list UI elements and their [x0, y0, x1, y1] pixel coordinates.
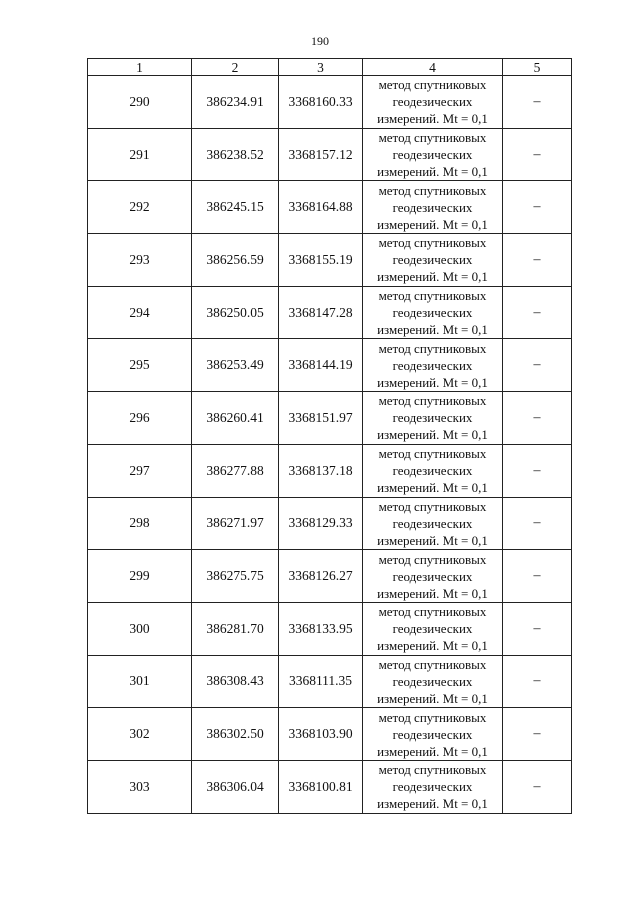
note-cell: –: [503, 392, 572, 445]
method-line: измерений. Mt = 0,1: [377, 743, 488, 759]
method-line: геодезических: [392, 463, 473, 479]
note-cell: –: [503, 497, 572, 550]
method-cell: [363, 128, 503, 181]
table-row: [88, 550, 572, 603]
method-line: геодезических: [392, 305, 473, 321]
note-cell: –: [503, 550, 572, 603]
column-header-5: 5: [503, 59, 572, 76]
method-line: геодезических: [392, 147, 473, 163]
note-cell: –: [503, 602, 572, 655]
method-line: метод спутниковых: [378, 762, 487, 778]
table-row: [88, 602, 572, 655]
table-row: [88, 286, 572, 339]
method-line: метод спутниковых: [378, 130, 487, 146]
y-coordinate-cell: 3368103.90: [279, 708, 363, 761]
method-cell: [363, 760, 503, 813]
x-coordinate-cell: 386238.52: [192, 128, 279, 181]
y-coordinate-cell: 3368151.97: [279, 392, 363, 445]
method-line: геодезических: [392, 568, 473, 584]
note-cell: –: [503, 708, 572, 761]
note-cell: –: [503, 234, 572, 287]
point-number-cell: 298: [88, 497, 192, 550]
point-number-cell: 291: [88, 128, 192, 181]
method-line: измерений. Mt = 0,1: [377, 638, 488, 654]
method-line: измерений. Mt = 0,1: [377, 111, 488, 127]
method-line: геодезических: [392, 94, 473, 110]
y-coordinate-cell: 3368100.81: [279, 760, 363, 813]
x-coordinate-cell: 386275.75: [192, 550, 279, 603]
method-line: геодезических: [392, 673, 473, 689]
point-number-cell: 296: [88, 392, 192, 445]
y-coordinate-cell: 3368133.95: [279, 602, 363, 655]
method-cell: [363, 444, 503, 497]
method-line: измерений. Mt = 0,1: [377, 427, 488, 443]
x-coordinate-cell: 386277.88: [192, 444, 279, 497]
method-line: измерений. Mt = 0,1: [377, 532, 488, 548]
method-line: геодезических: [392, 410, 473, 426]
y-coordinate-cell: 3368137.18: [279, 444, 363, 497]
x-coordinate-cell: 386308.43: [192, 655, 279, 708]
x-coordinate-cell: 386253.49: [192, 339, 279, 392]
note-cell: –: [503, 181, 572, 234]
point-number-cell: 292: [88, 181, 192, 234]
method-line: измерений. Mt = 0,1: [377, 164, 488, 180]
table-body: [88, 76, 572, 814]
x-coordinate-cell: 386250.05: [192, 286, 279, 339]
method-line: измерений. Mt = 0,1: [377, 690, 488, 706]
method-line: геодезических: [392, 621, 473, 637]
point-number-cell: 294: [88, 286, 192, 339]
x-coordinate-cell: 386281.70: [192, 602, 279, 655]
point-number-cell: 299: [88, 550, 192, 603]
method-cell: [363, 339, 503, 392]
table-row: [88, 76, 572, 129]
method-line: метод спутниковых: [378, 288, 487, 304]
method-line: измерений. Mt = 0,1: [377, 796, 488, 812]
note-cell: –: [503, 339, 572, 392]
y-coordinate-cell: 3368147.28: [279, 286, 363, 339]
method-line: метод спутниковых: [378, 604, 487, 620]
y-coordinate-cell: 3368160.33: [279, 76, 363, 129]
method-cell: [363, 76, 503, 129]
method-line: метод спутниковых: [378, 498, 487, 514]
table-row: [88, 760, 572, 813]
column-header-4: 4: [363, 59, 503, 76]
method-cell: [363, 550, 503, 603]
point-number-cell: 300: [88, 602, 192, 655]
y-coordinate-cell: 3368129.33: [279, 497, 363, 550]
table-row: [88, 708, 572, 761]
method-line: метод спутниковых: [378, 656, 487, 672]
note-cell: –: [503, 128, 572, 181]
note-cell: –: [503, 760, 572, 813]
method-line: метод спутниковых: [378, 340, 487, 356]
x-coordinate-cell: 386234.91: [192, 76, 279, 129]
method-line: геодезических: [392, 357, 473, 373]
note-cell: –: [503, 655, 572, 708]
method-line: метод спутниковых: [378, 709, 487, 725]
point-number-cell: 295: [88, 339, 192, 392]
method-line: метод спутниковых: [378, 77, 487, 93]
method-cell: [363, 286, 503, 339]
method-cell: [363, 181, 503, 234]
y-coordinate-cell: 3368111.35: [279, 655, 363, 708]
method-line: метод спутниковых: [378, 551, 487, 567]
method-line: измерений. Mt = 0,1: [377, 480, 488, 496]
y-coordinate-cell: 3368126.27: [279, 550, 363, 603]
method-line: измерений. Mt = 0,1: [377, 269, 488, 285]
coordinates-table: [87, 58, 572, 814]
column-header-2: 2: [192, 59, 279, 76]
column-header-3: 3: [279, 59, 363, 76]
table-row: [88, 181, 572, 234]
table-header-row: [88, 59, 572, 76]
table-row: [88, 444, 572, 497]
method-cell: [363, 708, 503, 761]
method-line: геодезических: [392, 515, 473, 531]
x-coordinate-cell: 386260.41: [192, 392, 279, 445]
method-line: метод спутниковых: [378, 393, 487, 409]
method-line: измерений. Mt = 0,1: [377, 322, 488, 338]
table-row: [88, 392, 572, 445]
method-line: метод спутниковых: [378, 446, 487, 462]
method-cell: [363, 655, 503, 708]
method-cell: [363, 234, 503, 287]
table-row: [88, 339, 572, 392]
table-row: [88, 128, 572, 181]
point-number-cell: 293: [88, 234, 192, 287]
note-cell: –: [503, 444, 572, 497]
table-row: [88, 655, 572, 708]
method-line: геодезических: [392, 252, 473, 268]
column-header-1: 1: [88, 59, 192, 76]
y-coordinate-cell: 3368144.19: [279, 339, 363, 392]
note-cell: –: [503, 286, 572, 339]
y-coordinate-cell: 3368164.88: [279, 181, 363, 234]
y-coordinate-cell: 3368155.19: [279, 234, 363, 287]
point-number-cell: 301: [88, 655, 192, 708]
method-line: геодезических: [392, 199, 473, 215]
note-cell: –: [503, 76, 572, 129]
table-row: [88, 234, 572, 287]
method-line: метод спутниковых: [378, 235, 487, 251]
point-number-cell: 290: [88, 76, 192, 129]
method-line: геодезических: [392, 726, 473, 742]
y-coordinate-cell: 3368157.12: [279, 128, 363, 181]
table-row: [88, 497, 572, 550]
x-coordinate-cell: 386256.59: [192, 234, 279, 287]
method-line: измерений. Mt = 0,1: [377, 585, 488, 601]
x-coordinate-cell: 386306.04: [192, 760, 279, 813]
method-cell: [363, 497, 503, 550]
page-number: 190: [311, 34, 329, 48]
method-line: геодезических: [392, 779, 473, 795]
point-number-cell: 297: [88, 444, 192, 497]
x-coordinate-cell: 386245.15: [192, 181, 279, 234]
method-cell: [363, 602, 503, 655]
point-number-cell: 303: [88, 760, 192, 813]
method-cell: [363, 392, 503, 445]
method-line: измерений. Mt = 0,1: [377, 216, 488, 232]
x-coordinate-cell: 386271.97: [192, 497, 279, 550]
point-number-cell: 302: [88, 708, 192, 761]
method-line: метод спутниковых: [378, 182, 487, 198]
method-line: измерений. Mt = 0,1: [377, 374, 488, 390]
x-coordinate-cell: 386302.50: [192, 708, 279, 761]
